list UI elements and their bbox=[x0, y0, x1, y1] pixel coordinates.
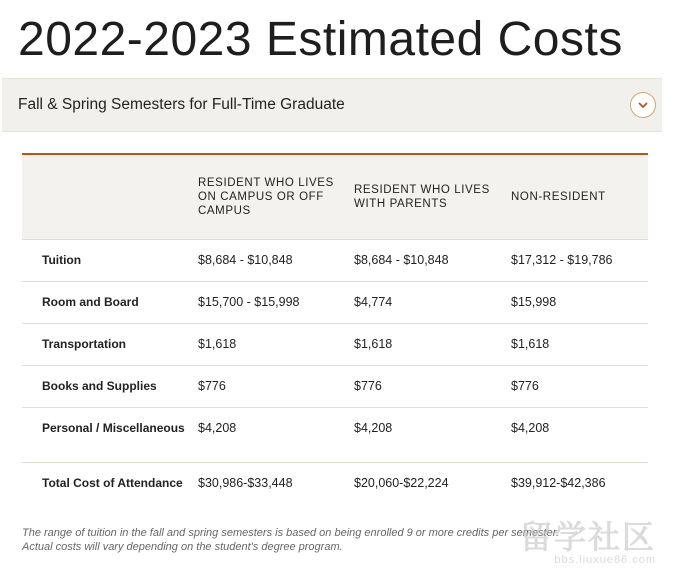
table-cell: $15,700 - $15,998 bbox=[198, 282, 354, 324]
cost-table-wrapper bbox=[22, 153, 648, 523]
row-label: Tuition bbox=[22, 240, 198, 282]
watermark bbox=[520, 520, 656, 566]
page-title: 2022-2023 Estimated Costs bbox=[18, 13, 623, 66]
cost-table bbox=[22, 155, 648, 523]
table-row bbox=[22, 282, 648, 324]
table-cell: $17,312 - $19,786 bbox=[511, 240, 648, 282]
table-row bbox=[22, 240, 648, 282]
table-row bbox=[22, 324, 648, 366]
table-cell: $4,208 bbox=[354, 408, 511, 463]
table-header-row bbox=[22, 155, 648, 240]
watermark-text: 留学社区 bbox=[519, 519, 656, 555]
table-cell: $39,912-$42,386 bbox=[511, 463, 648, 523]
table-cell: $776 bbox=[354, 366, 511, 408]
chevron-down-icon bbox=[637, 99, 649, 111]
table-cell: $4,774 bbox=[354, 282, 511, 324]
table-cell: $1,618 bbox=[354, 324, 511, 366]
table-cell: $4,208 bbox=[511, 408, 648, 463]
table-row bbox=[22, 366, 648, 408]
column-header bbox=[22, 155, 198, 240]
column-header: RESIDENT WHO LIVES ON CAMPUS OR OFF CAMPUS bbox=[198, 177, 334, 217]
accordion-label: Fall & Spring Semesters for Full-Time Graduate bbox=[18, 96, 345, 113]
accordion-header[interactable] bbox=[2, 78, 662, 132]
table-cell: $776 bbox=[198, 366, 354, 408]
column-header: NON-RESIDENT bbox=[511, 191, 606, 203]
table-cell: $8,684 - $10,848 bbox=[198, 240, 354, 282]
table-row bbox=[22, 463, 648, 523]
table-cell: $30,986-$33,448 bbox=[198, 463, 354, 523]
accordion-toggle-button[interactable] bbox=[630, 92, 656, 118]
watermark-url: bbs.liuxue86.com bbox=[554, 554, 656, 566]
row-label: Personal / Miscellaneous bbox=[22, 408, 198, 463]
row-label: Total Cost of Attendance bbox=[22, 463, 198, 523]
footnote-line: The range of tuition in the fall and spring semesters is based on being enrolled 9 or more credits per semester. bbox=[22, 527, 560, 539]
column-header: RESIDENT WHO LIVES WITH PARENTS bbox=[354, 184, 490, 210]
table-cell: $1,618 bbox=[511, 324, 648, 366]
table-row bbox=[22, 408, 648, 463]
table-cell: $20,060-$22,224 bbox=[354, 463, 511, 523]
table-cell: $1,618 bbox=[198, 324, 354, 366]
table-cell: $4,208 bbox=[198, 408, 354, 463]
accordion-panel bbox=[2, 132, 662, 572]
table-cell: $8,684 - $10,848 bbox=[354, 240, 511, 282]
row-label: Room and Board bbox=[22, 282, 198, 324]
row-label: Books and Supplies bbox=[22, 366, 198, 408]
table-cell: $15,998 bbox=[511, 282, 648, 324]
footnote-line: Actual costs will vary depending on the student's degree program. bbox=[22, 541, 343, 553]
table-cell: $776 bbox=[511, 366, 648, 408]
row-label: Transportation bbox=[22, 324, 198, 366]
